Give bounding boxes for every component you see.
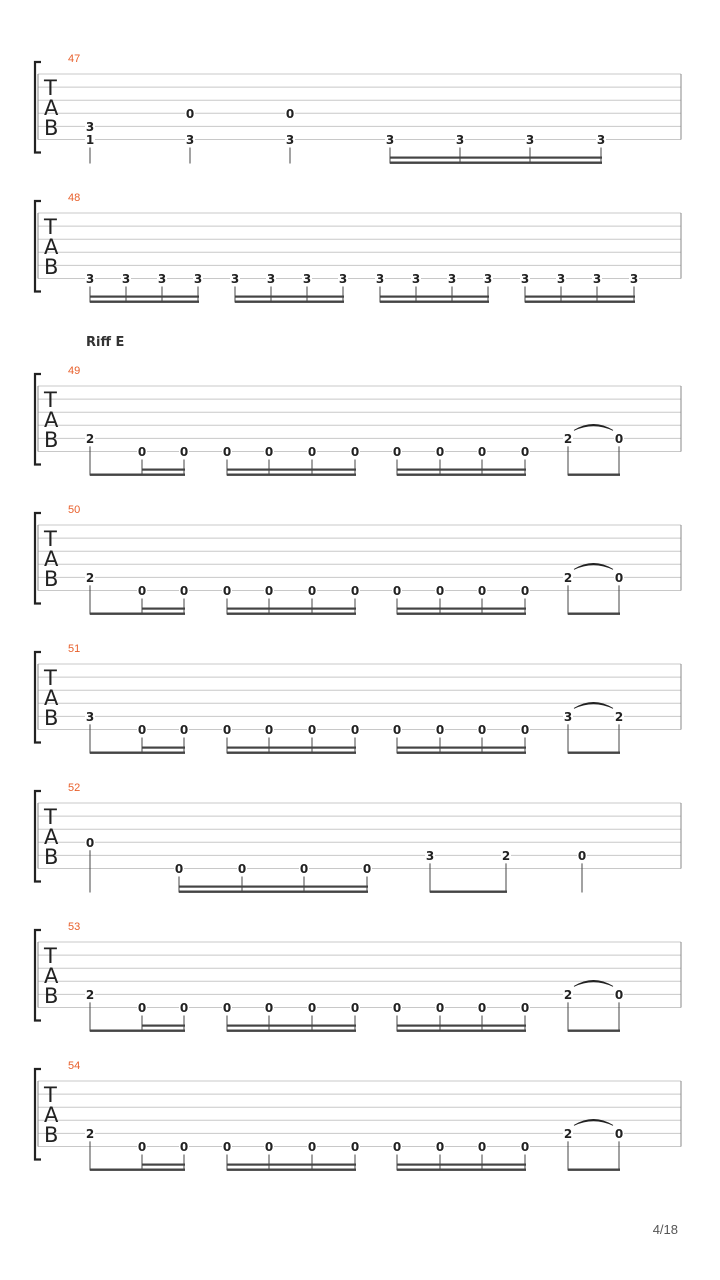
fret-number: 0: [477, 1001, 487, 1015]
tab-clef-letter: A: [44, 1103, 59, 1127]
fret-number: 0: [264, 1001, 274, 1015]
fret-number: 3: [85, 119, 95, 134]
beam-secondary: [142, 1025, 185, 1027]
beam-secondary: [235, 296, 344, 298]
beam: [227, 613, 356, 615]
fret-number: 0: [350, 723, 360, 737]
fret-number: 3: [85, 709, 95, 724]
fret-number: 0: [222, 1140, 232, 1154]
fret-number: 0: [435, 1140, 445, 1154]
fret-number: 3: [525, 133, 535, 147]
fret-number: 0: [392, 1001, 402, 1015]
fret-number: 0: [520, 445, 530, 459]
fret-number: 0: [307, 584, 317, 598]
measure-number: 52: [68, 782, 81, 794]
fret-number: 0: [520, 584, 530, 598]
fret-number: 0: [520, 723, 530, 737]
beam: [568, 1169, 620, 1171]
fret-number: 3: [596, 133, 606, 147]
tab-clef-letter: B: [44, 706, 59, 730]
fret-number: 0: [435, 584, 445, 598]
tab-clef-letter: A: [44, 686, 59, 710]
tab-clef-letter: B: [44, 984, 59, 1008]
beam: [90, 1169, 185, 1171]
tab-system-47: [35, 53, 681, 164]
fret-number: 0: [299, 862, 309, 876]
fret-number: 3: [185, 133, 195, 147]
tab-system-48: [35, 192, 681, 303]
fret-number: 3: [193, 272, 203, 286]
beam: [390, 162, 602, 164]
fret-number: 0: [85, 835, 95, 850]
fret-number: 3: [285, 133, 295, 147]
tab-clef-letter: A: [44, 96, 59, 120]
tab-clef-letter: B: [44, 1123, 59, 1147]
fret-number: 0: [614, 987, 624, 1002]
fret-number: 0: [392, 723, 402, 737]
tab-system-50: [35, 504, 681, 615]
beam: [397, 752, 526, 754]
tab-system-49: [35, 365, 681, 476]
beam: [568, 752, 620, 754]
beam: [397, 613, 526, 615]
fret-number: 0: [137, 1140, 147, 1154]
fret-number: 0: [392, 445, 402, 459]
fret-number: 0: [237, 862, 247, 876]
fret-number: 0: [179, 1140, 189, 1154]
beam-secondary: [142, 747, 185, 749]
tab-system-51: [35, 643, 681, 754]
measure-number: 53: [68, 921, 81, 933]
fret-number: 2: [563, 987, 573, 1002]
fret-number: 0: [307, 723, 317, 737]
fret-number: 2: [85, 987, 95, 1002]
fret-number: 0: [307, 1140, 317, 1154]
beam: [90, 474, 185, 476]
tab-system-54: [35, 1060, 681, 1171]
beam: [568, 1030, 620, 1032]
beam-secondary: [397, 469, 526, 471]
fret-number: 2: [85, 1126, 95, 1141]
tab-clef-letter: B: [44, 255, 59, 279]
fret-number: 0: [222, 1001, 232, 1015]
measure-number: 51: [68, 643, 81, 655]
fret-number: 0: [179, 584, 189, 598]
fret-number: 0: [477, 445, 487, 459]
fret-number: 0: [350, 1140, 360, 1154]
fret-number: 3: [85, 272, 95, 286]
beam-secondary: [90, 296, 199, 298]
beam: [235, 301, 344, 303]
beam: [227, 1169, 356, 1171]
beam: [179, 891, 368, 893]
beam: [568, 613, 620, 615]
fret-number: 0: [477, 584, 487, 598]
page-number: 4/18: [652, 1222, 678, 1237]
fret-number: 0: [222, 445, 232, 459]
beam: [397, 1030, 526, 1032]
tab-clef-letter: A: [44, 547, 59, 571]
fret-number: 2: [501, 848, 511, 863]
fret-number: 3: [157, 272, 167, 286]
fret-number: 0: [477, 723, 487, 737]
beam-secondary: [227, 608, 356, 610]
fret-number: 2: [85, 570, 95, 585]
measure-number: 48: [68, 192, 81, 204]
section-label-riff-e: Riff E: [86, 335, 125, 350]
fret-number: 2: [85, 431, 95, 446]
fret-number: 0: [362, 862, 372, 876]
fret-number: 0: [477, 1140, 487, 1154]
fret-number: 0: [350, 445, 360, 459]
fret-number: 0: [179, 723, 189, 737]
beam-secondary: [525, 296, 635, 298]
tab-clef-letter: T: [44, 666, 57, 690]
fret-number: 0: [435, 445, 445, 459]
fret-number: 0: [435, 1001, 445, 1015]
beam: [568, 474, 620, 476]
beam-secondary: [397, 1025, 526, 1027]
fret-number: 3: [629, 272, 639, 286]
measure-number: 47: [68, 53, 81, 65]
tab-clef-letter: T: [44, 388, 57, 412]
fret-number: 0: [264, 445, 274, 459]
beam: [90, 301, 199, 303]
tab-clef-letter: B: [44, 116, 59, 140]
fret-number: 2: [614, 709, 624, 724]
fret-number: 3: [411, 272, 421, 286]
fret-number: 3: [592, 272, 602, 286]
fret-number: 3: [338, 272, 348, 286]
fret-number: 2: [563, 431, 573, 446]
tab-clef-letter: T: [44, 944, 57, 968]
fret-number: 3: [375, 272, 385, 286]
fret-number: 0: [614, 1126, 624, 1141]
tab-clef-letter: T: [44, 527, 57, 551]
fret-number: 2: [563, 1126, 573, 1141]
beam-secondary: [142, 469, 185, 471]
beam-secondary: [380, 296, 489, 298]
beam-secondary: [227, 469, 356, 471]
fret-number: 0: [179, 445, 189, 459]
beam-secondary: [142, 1164, 185, 1166]
fret-number: 0: [520, 1140, 530, 1154]
fret-number: 0: [179, 1001, 189, 1015]
fret-number: 0: [614, 431, 624, 446]
fret-number: 0: [222, 584, 232, 598]
fret-number: 0: [577, 848, 587, 863]
fret-number: 3: [556, 272, 566, 286]
fret-number: 0: [435, 723, 445, 737]
fret-number: 0: [222, 723, 232, 737]
beam-secondary: [227, 747, 356, 749]
fret-number: 0: [520, 1001, 530, 1015]
fret-number: 0: [350, 584, 360, 598]
beam-secondary: [142, 608, 185, 610]
tab-clef-letter: A: [44, 964, 59, 988]
beam-secondary: [397, 608, 526, 610]
tab-clef-letter: B: [44, 428, 59, 452]
fret-number: 3: [385, 133, 395, 147]
beam: [90, 1030, 185, 1032]
fret-number: 2: [563, 570, 573, 585]
fret-number: 1: [85, 133, 95, 147]
beam-secondary: [397, 1164, 526, 1166]
fret-number: 0: [137, 1001, 147, 1015]
fret-number: 0: [137, 584, 147, 598]
fret-number: 0: [264, 584, 274, 598]
tab-clef-letter: A: [44, 825, 59, 849]
fret-number: 3: [302, 272, 312, 286]
fret-number: 0: [614, 570, 624, 585]
fret-number: 0: [264, 1140, 274, 1154]
fret-number: 0: [307, 445, 317, 459]
fret-number: 0: [264, 723, 274, 737]
fret-number: 3: [425, 848, 435, 863]
beam: [430, 891, 507, 893]
fret-number: 3: [483, 272, 493, 286]
measure-number: 49: [68, 365, 81, 377]
beam: [397, 474, 526, 476]
beam-secondary: [227, 1164, 356, 1166]
fret-number: 0: [137, 445, 147, 459]
tab-clef-letter: T: [44, 1083, 57, 1107]
fret-number: 0: [307, 1001, 317, 1015]
tab-clef-letter: T: [44, 805, 57, 829]
tab-clef-letter: B: [44, 845, 59, 869]
tab-clef-letter: T: [44, 215, 57, 239]
beam-secondary: [397, 747, 526, 749]
fret-number: 0: [137, 723, 147, 737]
beam-secondary: [227, 1025, 356, 1027]
fret-number: 0: [392, 1140, 402, 1154]
fret-number: 3: [266, 272, 276, 286]
tab-clef-letter: B: [44, 567, 59, 591]
beam: [397, 1169, 526, 1171]
beam: [227, 474, 356, 476]
beam: [227, 1030, 356, 1032]
fret-number: 0: [350, 1001, 360, 1015]
beam: [525, 301, 635, 303]
tab-system-53: [35, 921, 681, 1032]
tab-clef-letter: A: [44, 235, 59, 259]
fret-number: 0: [174, 862, 184, 876]
fret-number: 3: [121, 272, 131, 286]
measure-number: 54: [68, 1060, 81, 1072]
beam-secondary: [179, 886, 368, 888]
fret-number: 3: [520, 272, 530, 286]
fret-number: 0: [392, 584, 402, 598]
fret-number: 0: [185, 106, 195, 121]
tab-system-52: [35, 782, 681, 893]
beam-secondary: [390, 157, 602, 159]
fret-number: 3: [455, 133, 465, 147]
beam: [90, 613, 185, 615]
beam: [380, 301, 489, 303]
fret-number: 0: [285, 106, 295, 121]
fret-number: 3: [230, 272, 240, 286]
tab-clef-letter: T: [44, 76, 57, 100]
measure-number: 50: [68, 504, 81, 516]
beam: [227, 752, 356, 754]
fret-number: 3: [563, 709, 573, 724]
fret-number: 3: [447, 272, 457, 286]
tab-clef-letter: A: [44, 408, 59, 432]
beam: [90, 752, 185, 754]
